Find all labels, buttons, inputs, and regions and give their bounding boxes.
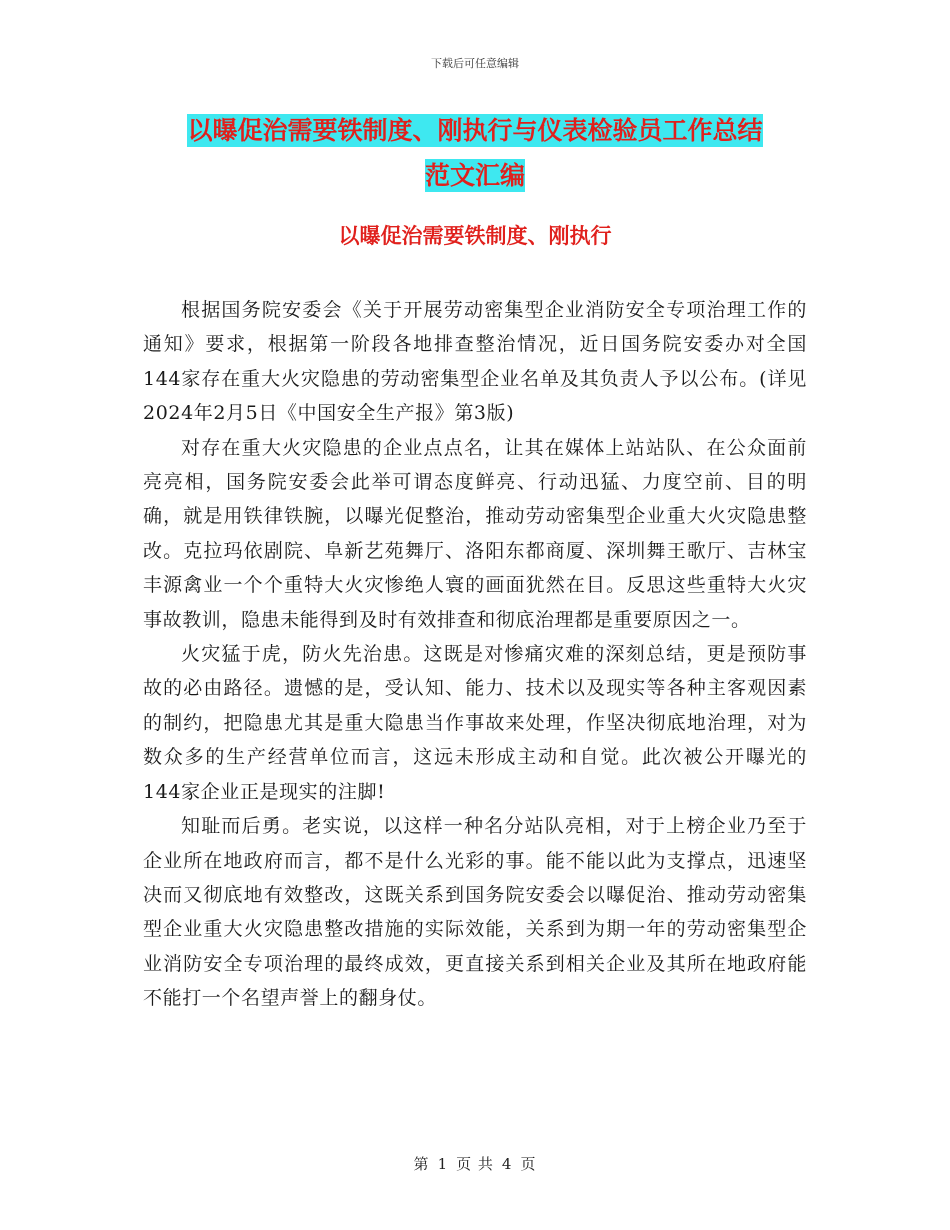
document-title-line2: 范文汇编 bbox=[424, 161, 525, 190]
page-current: 1 bbox=[437, 1155, 449, 1173]
page-label-prefix: 第 bbox=[413, 1155, 430, 1173]
document-title-line1: 以曝促治需要铁制度、刚执行与仪表检验员工作总结 bbox=[187, 116, 763, 145]
body-text bbox=[143, 293, 807, 1016]
page-label-suffix: 页 bbox=[520, 1155, 537, 1173]
paragraph: 知耻而后勇。老实说，以这样一种名分站队亮相，对于上榜企业乃至于企业所在地政府而言，都不是什么光彩的事。能不能以此为支撑点，迅速坚决而又彻底地有效整改，这既关系到国务院安委会以曝促治、推动劳动密集型企业重大火灾隐患整改措施的实际效能，关系到为期一年的劳动密集型企业消防安全专项治理的最终成效，更直接关系到相关企业及其所在地政府能不能打一个名望声誉上的翻身仗。 bbox=[143, 815, 807, 1010]
page-total: 4 bbox=[501, 1155, 513, 1173]
page-footer bbox=[0, 1153, 950, 1174]
document-title bbox=[140, 108, 810, 198]
section-title: 以曝促治需要铁制度、刚执行 bbox=[338, 224, 612, 248]
page-header-note: 下载后可任意编辑 bbox=[431, 57, 519, 70]
page-label-mid: 页 共 bbox=[456, 1155, 494, 1173]
paragraph: 火灾猛于虎，防火先治患。这既是对惨痛灾难的深刻总结，更是预防事故的必由路径。遗憾的是，受认知、能力、技术以及现实等各种主客观因素的制约，把隐患尤其是重大隐患当作事故来处理，作坚决彻底地治理，对为数众多的生产经营单位而言，这远未形成主动和自觉。此次被公开曝光的144家企业正是现实的注脚! bbox=[143, 643, 807, 803]
paragraph: 对存在重大火灾隐患的企业点点名，让其在媒体上站站队、在公众面前亮亮相，国务院安委会此举可谓态度鲜亮、行动迅猛、力度空前、目的明确，就是用铁律铁腕，以曝光促整治，推动劳动密集型企业重大火灾隐患整改。克拉玛依剧院、阜新艺苑舞厅、洛阳东都商厦、深圳舞王歌厅、吉林宝丰源禽业一个个重特大火灾惨绝人寰的画面犹然在目。反思这些重特大火灾事故教训，隐患未能得到及时有效排查和彻底治理都是重要原因之一。 bbox=[143, 436, 807, 631]
paragraph: 根据国务院安委会《关于开展劳动密集型企业消防安全专项治理工作的通知》要求，根据第一阶段各地排查整治情况，近日国务院安委办对全国144家存在重大火灾隐患的劳动密集型企业名单及其负责人予以公布。(详见2024年2月5日《中国安全生产报》第3版) bbox=[143, 299, 807, 425]
